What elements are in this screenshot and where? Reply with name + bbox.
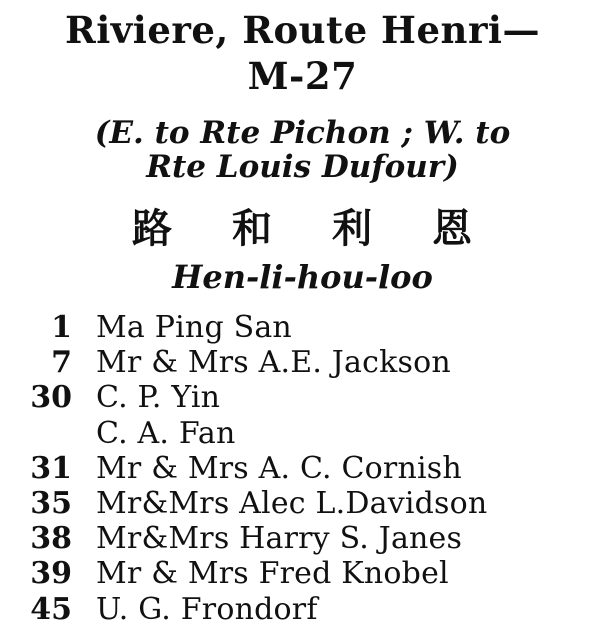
- resident-name: C. A. Fan: [96, 415, 236, 451]
- resident-name: U. G. Frondorf: [96, 591, 318, 627]
- romanized-street-name: Hen-li-hou-loo: [172, 258, 433, 296]
- house-number: 39: [30, 556, 72, 592]
- chinese-street-name: [132, 207, 472, 251]
- resident-name: C. P. Yin: [96, 380, 221, 416]
- house-number: 38: [30, 521, 72, 557]
- resident-name: Mr & Mrs A. C. Cornish: [96, 450, 462, 486]
- list-item: [0, 380, 605, 415]
- resident-name: Mr&Mrs Alec L.Davidson: [96, 485, 488, 521]
- resident-name: Mr & Mrs Fred Knobel: [96, 556, 449, 592]
- list-item: [0, 451, 605, 486]
- resident-name: Mr&Mrs Harry S. Janes: [96, 521, 463, 557]
- street-title-line-1: Riviere, Route Henri—: [65, 8, 540, 52]
- house-number: 30: [30, 380, 72, 416]
- list-item: [0, 592, 605, 627]
- chinese-char: 路: [132, 206, 172, 252]
- resident-name: Mr & Mrs A.E. Jackson: [96, 345, 451, 381]
- house-number: 1: [51, 310, 72, 345]
- direction-note-line-1: (E. to Rte Pichon ; W. to: [94, 115, 511, 151]
- residents-list: [0, 310, 605, 627]
- chinese-char: 利: [332, 206, 372, 252]
- house-number: 35: [30, 485, 72, 521]
- chinese-char: 恩: [432, 206, 472, 252]
- house-number: 45: [30, 591, 72, 627]
- list-item: [0, 486, 605, 521]
- direction-note-line-2: Rte Louis Dufour): [146, 149, 459, 185]
- list-item: [0, 345, 605, 380]
- list-item: [0, 521, 605, 556]
- house-number: 31: [30, 450, 72, 486]
- resident-name: Ma Ping San: [96, 310, 292, 345]
- chinese-char: 和: [232, 206, 272, 252]
- list-item: [0, 556, 605, 591]
- street-title-line-2: M-27: [247, 54, 358, 98]
- list-item: [0, 310, 605, 345]
- house-number: 7: [51, 345, 72, 381]
- list-item: [0, 416, 605, 451]
